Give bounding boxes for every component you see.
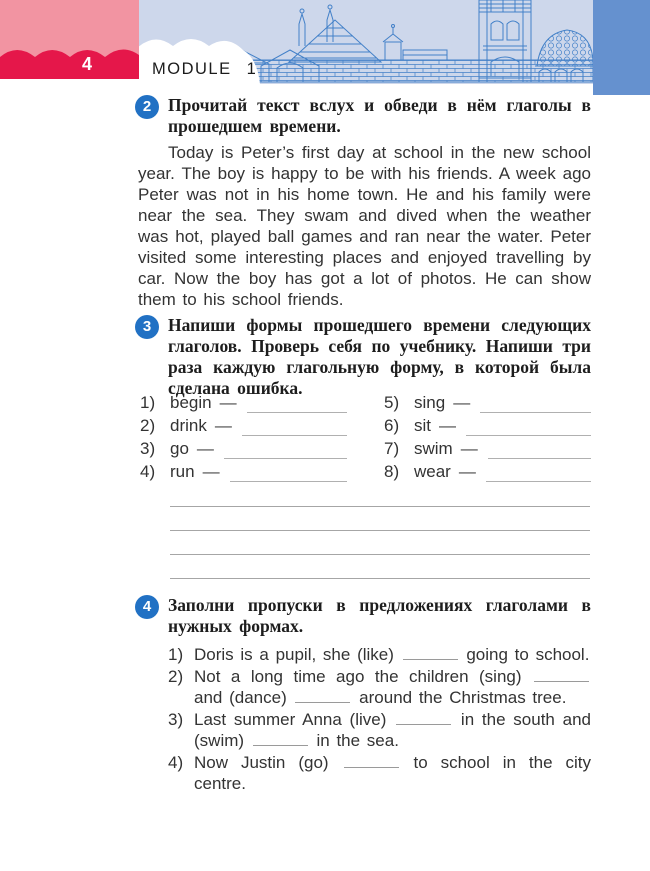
verb-item-wear xyxy=(384,462,591,485)
page-header xyxy=(0,0,650,95)
scalloped-corner-decoration xyxy=(0,0,139,79)
answer-blank xyxy=(486,468,591,482)
item-number: 1) xyxy=(140,393,156,412)
item-number: 4) xyxy=(140,462,156,481)
verb-word: drink xyxy=(170,416,207,435)
item-number: 5) xyxy=(384,393,400,412)
verb-word: sit xyxy=(414,416,431,435)
answer-blank xyxy=(488,445,591,459)
exercise-4-number: 4 xyxy=(142,598,152,615)
item-number: 1) xyxy=(168,645,184,664)
verb-word: run xyxy=(170,462,195,481)
item-number: 6) xyxy=(384,416,400,435)
answer-blank xyxy=(247,399,347,413)
dash: — xyxy=(219,393,237,412)
item-number: 7) xyxy=(384,439,400,458)
sentence-item-4 xyxy=(168,752,591,795)
answer-blank xyxy=(242,422,347,436)
verb-word: begin xyxy=(170,393,212,412)
exercise-2-reading-text: Today is Peter’s first day at school in the new school year. The boy is happy to be with his friends. A week ago Peter was not in his home town. He and his family were near the sea. They swam and dived when the weather was hot, played ball games and ran near the water. Peter visited some interesting places and enjoyed travelling by car. Now the boy has got a lot of photos. He can show them to his school friends. xyxy=(138,143,591,309)
exercise-3 xyxy=(142,315,591,399)
fill-in-blank xyxy=(403,647,458,660)
verb-list xyxy=(140,393,591,485)
answer-blank xyxy=(224,445,347,459)
verb-word: go xyxy=(170,439,189,458)
answer-blank xyxy=(466,422,591,436)
verb-item-run xyxy=(140,462,347,485)
page-content xyxy=(0,95,650,795)
exercise-2-number-badge xyxy=(135,95,159,119)
item-number: 2) xyxy=(168,666,184,686)
exercise-4-number-badge xyxy=(135,595,159,619)
writing-lines xyxy=(170,483,590,579)
exercise-2-number: 2 xyxy=(142,98,152,115)
item-number: 8) xyxy=(384,462,400,481)
verb-item-drink xyxy=(140,416,347,439)
dash: — xyxy=(439,416,456,435)
item-number: 3) xyxy=(140,439,156,458)
sentence-item-3 xyxy=(168,709,591,752)
writing-line xyxy=(170,555,590,579)
sentence-item-1 xyxy=(168,644,591,666)
answer-blank xyxy=(230,468,347,482)
fill-in-blank xyxy=(396,712,451,725)
header-blue-block xyxy=(593,0,650,95)
fill-in-blank xyxy=(253,733,308,746)
sentence-text: Now Justin (go) to school in the city centre. xyxy=(194,752,591,793)
answer-blank xyxy=(480,399,591,413)
fill-in-blank xyxy=(344,755,399,768)
dash: — xyxy=(460,439,478,458)
sentence-text: Doris is a pupil, she (like) going to school. xyxy=(194,645,590,664)
fill-in-blank xyxy=(534,669,589,682)
verb-item-sit xyxy=(384,416,591,439)
writing-line xyxy=(170,483,590,507)
verb-word: sing xyxy=(414,393,446,412)
verb-word: swim xyxy=(414,439,453,458)
fill-in-blank xyxy=(295,690,350,703)
dash: — xyxy=(196,439,214,458)
sentence-text: Last summer Anna (live) in the south and (swim) in the sea. xyxy=(194,709,591,750)
module-title: MODULE 1 xyxy=(152,60,258,78)
exercise-3-number: 3 xyxy=(142,318,152,335)
dash: — xyxy=(458,462,476,481)
header-illustration-band xyxy=(139,0,593,84)
verb-item-swim xyxy=(384,439,591,462)
verb-item-go xyxy=(140,439,347,462)
item-number: 2) xyxy=(140,416,156,435)
page-number-tab xyxy=(0,0,139,79)
exercise-2 xyxy=(142,95,591,137)
exercise-4-instruction: Заполни пропуски в предложениях глаголами в нужных формах. xyxy=(168,595,591,636)
dash: — xyxy=(202,462,220,481)
exercise-4 xyxy=(142,595,591,795)
sentence-item-2 xyxy=(168,666,591,709)
exercise-3-instruction: Напиши формы прошедшего времени следующих глаголов. Проверь себя по учебнику. Напиши три раза каждую глагольную форму, в которой была сделана ошибка. xyxy=(168,315,591,398)
exercise-3-number-badge xyxy=(135,315,159,339)
exercise-2-instruction: Прочитай текст вслух и обведи в нём глаголы в прошедшем времени. xyxy=(168,95,591,136)
item-number: 4) xyxy=(168,752,184,772)
sentence-text: Not a long time ago the children (sing) and (dance) around the Christmas tree. xyxy=(194,666,591,709)
dash: — xyxy=(453,393,471,412)
sentence-list xyxy=(168,644,591,795)
item-number: 3) xyxy=(168,709,184,729)
writing-line xyxy=(170,531,590,555)
dash: — xyxy=(214,416,232,435)
page-number: 4 xyxy=(81,54,92,74)
writing-line xyxy=(170,507,590,531)
verb-word: wear xyxy=(414,462,451,481)
